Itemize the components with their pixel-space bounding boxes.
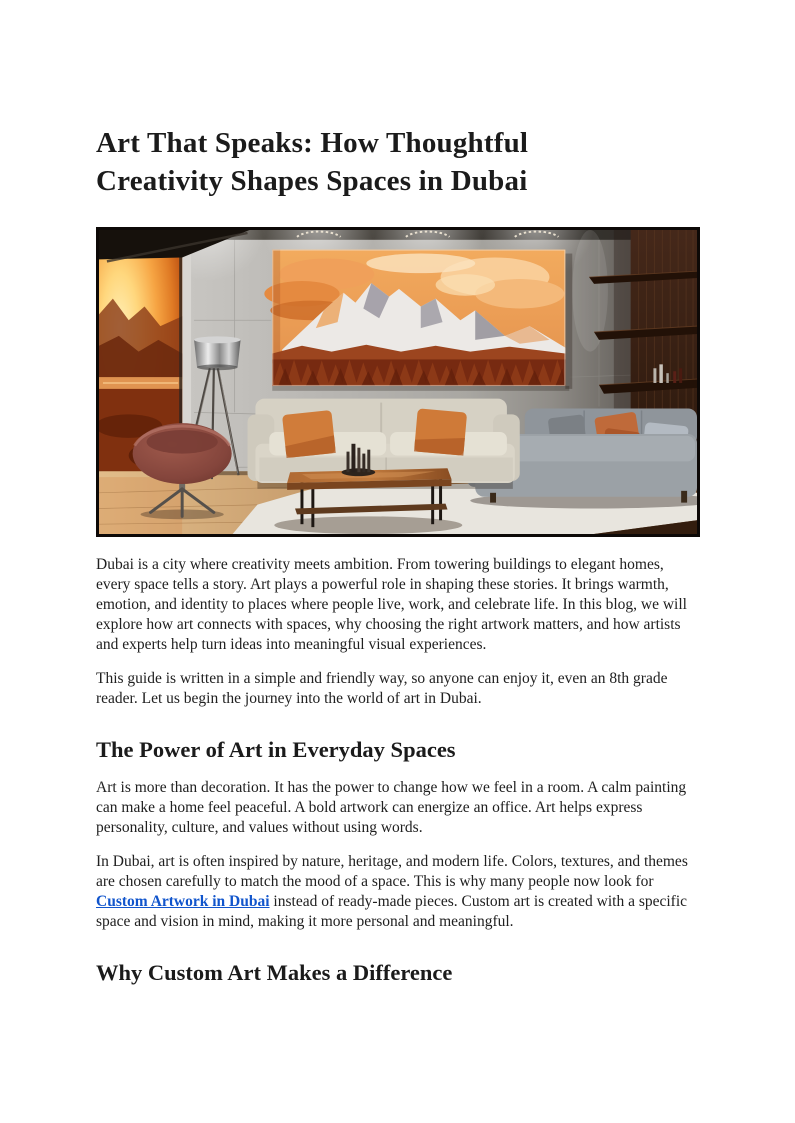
paragraph-custom-before: In Dubai, art is often inspired by nature, heritage, and modern life. Colors, textures, and themes are chosen carefully to match the mood of a space. This is why many people now look for	[96, 853, 688, 890]
hero-image	[96, 227, 700, 537]
page-title-line2: Creativity Shapes Spaces in Dubai	[96, 165, 528, 197]
living-room-illustration	[99, 230, 697, 534]
custom-artwork-link[interactable]: Custom Artwork in Dubai	[96, 893, 270, 910]
orange-pillow-right	[414, 408, 467, 455]
mountain-artwork	[264, 250, 565, 386]
section-heading-power-of-art: The Power of Art in Everyday Spaces	[96, 737, 456, 762]
page-title	[96, 124, 700, 200]
section-heading-why-custom-art: Why Custom Art Makes a Difference	[96, 960, 453, 985]
paragraph-custom-after: instead of ready-made pieces. Custom art is created with a specific space and vision in mind, making it more personal and meaningful.	[96, 893, 688, 930]
paragraph-intro: Dubai is a city where creativity meets ambition. From towering buildings to elegant homes, every space tells a story. Art plays a powerful role in shaping these stories. It brings warmth, emotion, and identity to places where people live, work, and celebrate life. In this blog, we will explore how art connects with spaces, why choosing the right artwork matters, and how artists and experts help turn ideas into meaningful visual experiences.	[96, 556, 687, 653]
page-title-line1: Art That Speaks: How Thoughtful	[96, 127, 529, 159]
paragraph-art-power: Art is more than decoration. It has the power to change how we feel in a room. A calm painting can make a home feel peaceful. A bold artwork can energize an office. Art helps express personality, culture, and values without using words.	[96, 779, 687, 836]
orange-pillow-left	[282, 410, 336, 458]
paragraph-guide: This guide is written in a simple and friendly way, so anyone can enjoy it, even an 8th grade reader. Let us begin the journey into the world of art in Dubai.	[96, 670, 668, 707]
paragraph-custom-artwork	[96, 852, 700, 932]
